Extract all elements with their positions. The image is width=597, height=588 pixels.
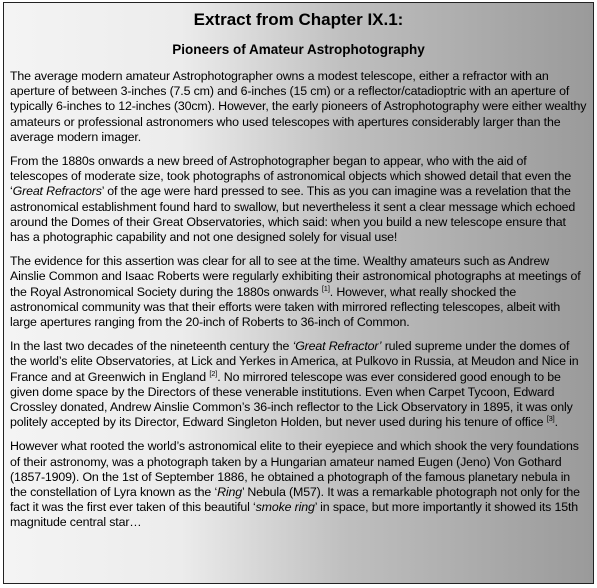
great-refractors-emphasis: Great Refractors	[12, 184, 102, 199]
paragraph-4-text-e: .	[554, 415, 558, 430]
paragraph-2-text-a: From the 1880s onwards a new breed of Astrophotographer began to appear, who with the aid of telescopes of moderate size, took photographs of astronomical objects which showed detail that even the ‘	[10, 154, 572, 199]
great-refractor-emphasis: ‘Great Refractor’	[292, 339, 382, 354]
document-page	[3, 2, 594, 584]
paragraph-2-text-c: ’ of the age were hard pressed to see. This as you can imagine was a revelation that the astronomical establishment found hard to swallow, but nevertheless it sent a clear message which echoed around the Domes of their Great Observatories, which said: when you build a new telescope ensure that has a photographic capability and not one designed solely for visual use!	[10, 184, 576, 245]
smoke-ring-emphasis: smoke ring	[255, 500, 315, 515]
paragraph-4-text-c: ruled supreme under the domes of the world’s elite Observatories, at Lick and Yerkes in America, at Pulkovo in Russia, at Meudon and Nice in France and at Greenwich in England	[10, 339, 579, 384]
ring-emphasis: Ring	[217, 485, 242, 500]
reference-1: [1]	[321, 283, 330, 293]
reference-3: [3]	[546, 414, 555, 424]
paragraph-3-text-a: The evidence for this assertion was clear for all to see at the time. Wealthy amateurs such as Andrew Ainslie Common and Isaac Roberts were regularly exhibiting their astronomical photographs at meetings of the Royal Astronomical Society during the 1880s onwards	[10, 254, 581, 299]
reference-2: [2]	[209, 368, 218, 378]
paragraph-5-text-e: ’ in space, but more importantly it showed its 15th magnitude central star…	[10, 500, 578, 530]
paragraph-4-text-a: In the last two decades of the nineteenth century the	[10, 339, 293, 354]
paragraph-3-text-b: . However, what really shocked the astronomical community was that their efforts were taken with mirrored reflecting telescopes, albeit with large apertures ranging from the 20-inch of Roberts to 36-inch of Common.	[10, 284, 561, 330]
chapter-title: Extract from Chapter IX.1:	[193, 10, 404, 29]
section-subtitle: Pioneers of Amateur Astrophotography	[172, 42, 425, 57]
paragraph-5	[10, 439, 587, 530]
paragraph-5-text-c: ’ Nebula (M57). It was a remarkable photograph not only for the fact it was the first ever taken of this beautiful ‘	[10, 485, 580, 515]
paragraph-1	[10, 69, 587, 145]
paragraph-1-text: The average modern amateur Astrophotographer owns a modest telescope, either a refractor with an aperture of between 3-inches (7.5 cm) and 6-inches (15 cm) or a reflector/catadioptric with an aperture of typically 6-inches to 12-inches (30cm). However, the early pioneers of Astrophotography were either wealthy amateurs or professional astronomers who used telescopes with apertures considerably larger than the average modern imager.	[10, 69, 587, 144]
paragraph-2	[10, 154, 587, 245]
paragraph-4-text-d: . No mirrored telescope was ever considered good enough to be given dome space by the Directors of these venerable institutions. Even when Carpet Tycoon, Edward Crossley donated, Andrew Ainslie Common’s 36-inch reflector to the Lick Observatory in 1895, it was only politely accepted by its Director, Edward Singleton Holden, but never used during his tenure of office	[10, 369, 573, 430]
paragraph-4	[10, 339, 587, 430]
paragraph-5-text-a: However what rooted the world’s astronomical elite to their eyepiece and which shook the very foundations of their astronomy, was a photograph taken by a Hungarian amateur named Eugen (Jeno) Von Gothard (1857-1909). On the 1st of September 1886, he obtained a photograph of the famous planetary nebula in the constellation of Lyra known as the ‘	[10, 439, 579, 500]
paragraph-3	[10, 254, 587, 330]
